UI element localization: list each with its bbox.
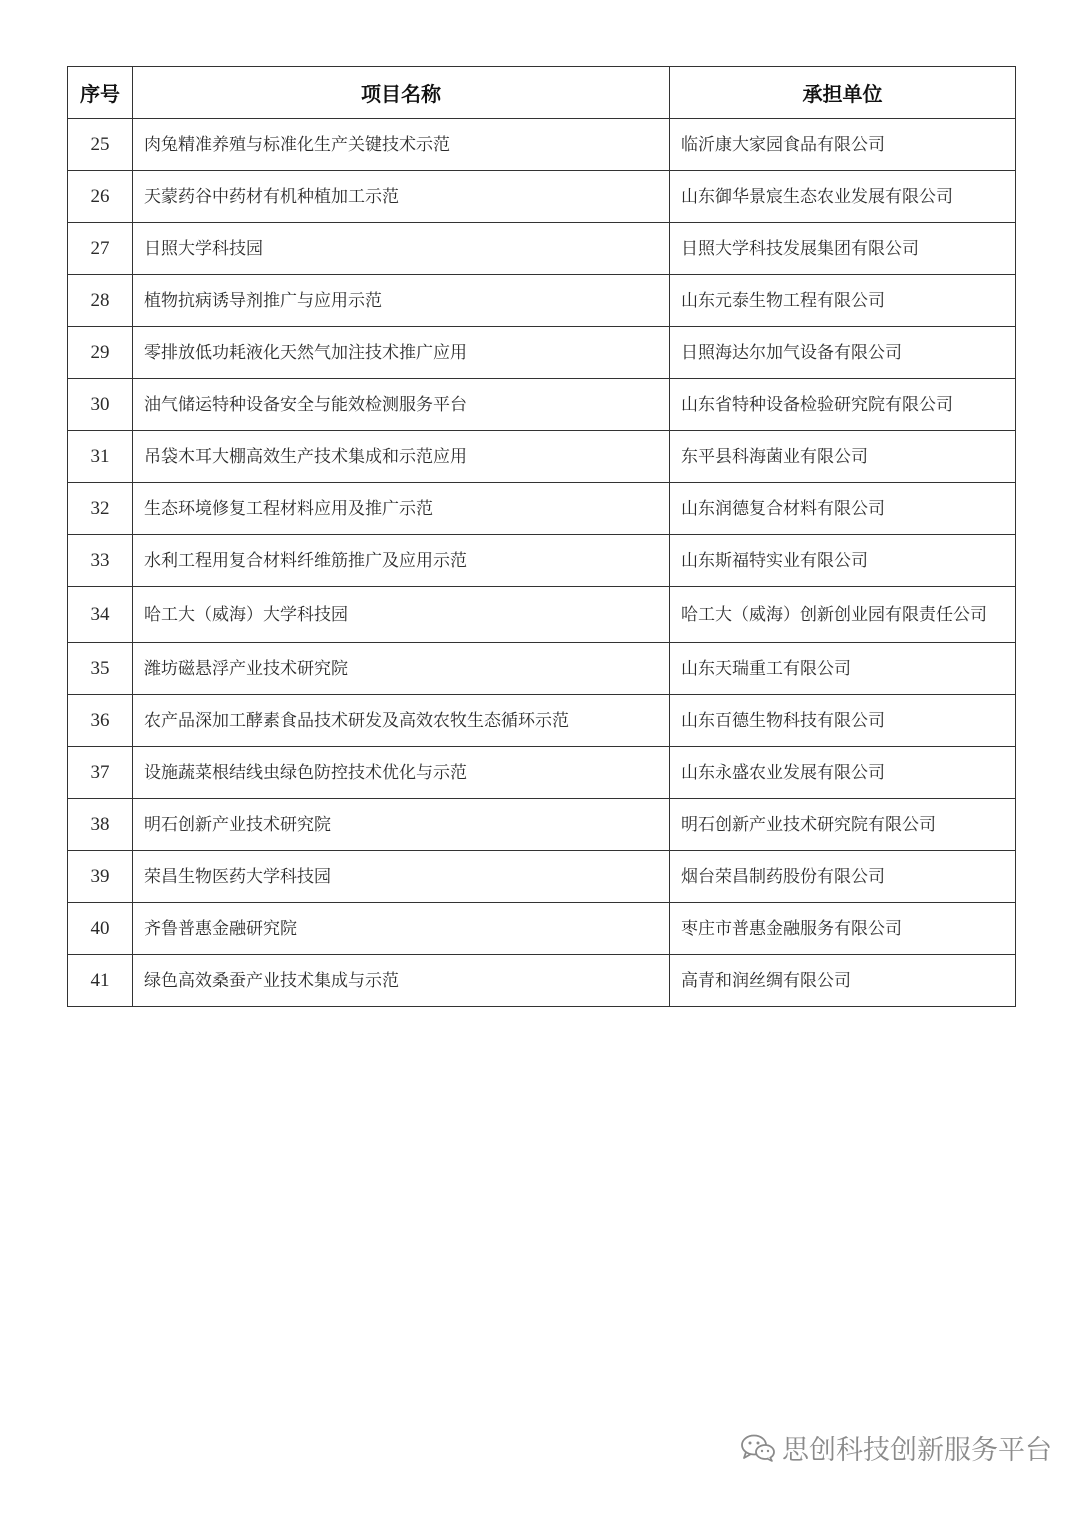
row-project-name: 日照大学科技园	[133, 223, 670, 275]
row-undertaking-unit: 高青和润丝绸有限公司	[670, 955, 1016, 1007]
row-project-name: 吊袋木耳大棚高效生产技术集成和示范应用	[133, 431, 670, 483]
row-undertaking-unit: 日照海达尔加气设备有限公司	[670, 327, 1016, 379]
row-undertaking-unit: 山东永盛农业发展有限公司	[670, 747, 1016, 799]
table-row	[68, 431, 1016, 483]
row-number: 39	[68, 851, 133, 903]
row-number: 32	[68, 483, 133, 535]
row-undertaking-unit: 山东御华景宸生态农业发展有限公司	[670, 171, 1016, 223]
row-project-name: 设施蔬菜根结线虫绿色防控技术优化与示范	[133, 747, 670, 799]
row-undertaking-unit: 哈工大（威海）创新创业园有限责任公司	[670, 587, 1016, 643]
row-project-name: 绿色高效桑蚕产业技术集成与示范	[133, 955, 670, 1007]
row-undertaking-unit: 明石创新产业技术研究院有限公司	[670, 799, 1016, 851]
row-number: 30	[68, 379, 133, 431]
row-project-name: 水利工程用复合材料纤维筋推广及应用示范	[133, 535, 670, 587]
row-project-name: 荣昌生物医药大学科技园	[133, 851, 670, 903]
row-undertaking-unit: 东平县科海菌业有限公司	[670, 431, 1016, 483]
table-row	[68, 851, 1016, 903]
watermark-text: 思创科技创新服务平台	[782, 1435, 1052, 1466]
header-undertaking-unit: 承担单位	[670, 67, 1016, 119]
row-undertaking-unit: 山东斯福特实业有限公司	[670, 535, 1016, 587]
row-number: 38	[68, 799, 133, 851]
row-project-name: 零排放低功耗液化天然气加注技术推广应用	[133, 327, 670, 379]
row-undertaking-unit: 山东元泰生物工程有限公司	[670, 275, 1016, 327]
table-row	[68, 535, 1016, 587]
table-row	[68, 643, 1016, 695]
row-project-name: 油气储运特种设备安全与能效检测服务平台	[133, 379, 670, 431]
row-project-name: 肉兔精准养殖与标准化生产关键技术示范	[133, 119, 670, 171]
table-header-row	[68, 67, 1016, 119]
row-project-name: 齐鲁普惠金融研究院	[133, 903, 670, 955]
row-number: 28	[68, 275, 133, 327]
table-row	[68, 379, 1016, 431]
row-number: 37	[68, 747, 133, 799]
row-undertaking-unit: 山东润德复合材料有限公司	[670, 483, 1016, 535]
table-row	[68, 223, 1016, 275]
header-project-name: 项目名称	[133, 67, 670, 119]
row-project-name: 天蒙药谷中药材有机种植加工示范	[133, 171, 670, 223]
table-row	[68, 587, 1016, 643]
row-number: 41	[68, 955, 133, 1007]
row-undertaking-unit: 山东天瑞重工有限公司	[670, 643, 1016, 695]
table-row	[68, 119, 1016, 171]
row-project-name: 生态环境修复工程材料应用及推广示范	[133, 483, 670, 535]
table-row	[68, 747, 1016, 799]
table-row	[68, 171, 1016, 223]
row-number: 33	[68, 535, 133, 587]
row-project-name: 明石创新产业技术研究院	[133, 799, 670, 851]
table-row	[68, 799, 1016, 851]
row-project-name: 哈工大（威海）大学科技园	[133, 587, 670, 643]
table-row	[68, 955, 1016, 1007]
row-number: 25	[68, 119, 133, 171]
wechat-icon	[740, 1433, 776, 1463]
row-number: 26	[68, 171, 133, 223]
row-number: 27	[68, 223, 133, 275]
row-number: 35	[68, 643, 133, 695]
watermark	[740, 1428, 1052, 1467]
table-row	[68, 903, 1016, 955]
row-number: 29	[68, 327, 133, 379]
table-row	[68, 695, 1016, 747]
row-project-name: 农产品深加工酵素食品技术研发及高效农牧生态循环示范	[133, 695, 670, 747]
row-number: 34	[68, 587, 133, 643]
row-number: 36	[68, 695, 133, 747]
row-undertaking-unit: 临沂康大家园食品有限公司	[670, 119, 1016, 171]
table-row	[68, 327, 1016, 379]
row-number: 31	[68, 431, 133, 483]
table-row	[68, 275, 1016, 327]
row-undertaking-unit: 山东百德生物科技有限公司	[670, 695, 1016, 747]
row-number: 40	[68, 903, 133, 955]
project-table	[67, 66, 1016, 1007]
row-project-name: 植物抗病诱导剂推广与应用示范	[133, 275, 670, 327]
row-undertaking-unit: 烟台荣昌制药股份有限公司	[670, 851, 1016, 903]
row-undertaking-unit: 枣庄市普惠金融服务有限公司	[670, 903, 1016, 955]
header-number: 序号	[68, 67, 133, 119]
row-undertaking-unit: 山东省特种设备检验研究院有限公司	[670, 379, 1016, 431]
table-row	[68, 483, 1016, 535]
row-project-name: 潍坊磁悬浮产业技术研究院	[133, 643, 670, 695]
row-undertaking-unit: 日照大学科技发展集团有限公司	[670, 223, 1016, 275]
